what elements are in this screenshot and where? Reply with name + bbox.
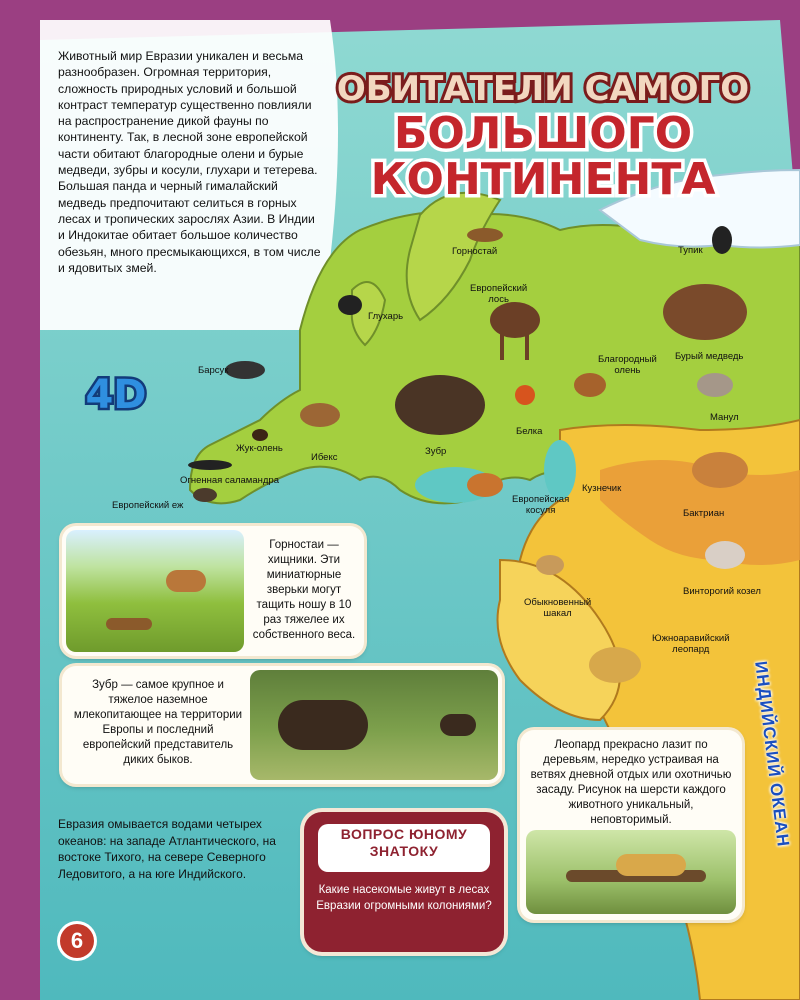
label-belka: Белка: [516, 426, 543, 437]
leopard-card-text: Леопард прекрасно лазит по деревьям, нередко устраивая на ветвях дневной отдых или охотничью засаду. Рисунок на шерсти каждого животного уникальный, неповторимый.: [530, 739, 732, 826]
label-zubr: Зубр: [425, 446, 447, 457]
gornostai-photo: [66, 530, 244, 652]
label-kuznechik: Кузнечик: [582, 483, 622, 494]
label-tupik: Тупик: [678, 245, 703, 256]
title-line-3: КОНТИНЕНТА: [370, 154, 716, 200]
label-baktrian: Бактриан: [683, 508, 725, 519]
label-shakal: Обыкновенный шакал: [524, 597, 592, 619]
zubr-card-text: Зубр — самое крупное и тяжелое наземное млекопитающее на территории Европы и последний европейский представитель диких быков.: [73, 679, 243, 766]
gornostai-card-text: Горностаи — хищники. Эти миниатюрные зверьки могут тащить ношу в 10 раз тяжелее их собственного веса.: [252, 539, 356, 641]
label-evropeiskiy-ezh: Европейский еж: [112, 500, 184, 511]
zubr-photo: [250, 670, 498, 780]
page-title: [318, 60, 768, 200]
ocean-label: ИНДИЙСКИЙ ОКЕАН: [751, 660, 793, 849]
caspian-sea: [544, 440, 576, 500]
zubr-card: [62, 666, 502, 784]
intro-paragraph: Животный мир Евразии уникален и весьма разнообразен. Огромная территория, сложность природных условий и большой контраст температур существенно повлияли на распространение дикой фауны по континенту. Так, в лесной зоне европейской части обитают благородные олени и бурые медведи, зубры и косули, глухари и тетерева. Большая панда и черный гималайский медведь предпочитают селиться в горных лесах и тропических зарослях Азии. В Индии и Индокитае обитает большое количество обезьян, много пресмыкающихся, в том числе и ядовитых змей.: [58, 49, 321, 275]
badge-4d[interactable]: [70, 368, 162, 416]
oceans-paragraph: Евразия омывается водами четырех океанов: на западе Атлантического, на востоке Тихого, на севере Северного Ледовитого, а на юге Индийского.: [58, 817, 276, 881]
label-blagorodny-olen: Благородный олень: [598, 354, 657, 376]
label-ibeks: Ибекс: [311, 452, 338, 463]
label-zhuk-olen: Жук-олень: [236, 443, 283, 454]
label-leopard: Южноаравийский леопард: [652, 633, 730, 655]
label-gluhar: Глухарь: [368, 311, 404, 322]
label-evropeiskiy-los: Европейский лось: [470, 283, 528, 305]
gornostai-card: [62, 526, 364, 656]
label-bury-medved: Бурый медведь: [675, 351, 744, 362]
leopard-card: [520, 730, 742, 920]
label-manul: Манул: [710, 412, 739, 423]
quiz-question: Какие насекомые живут в лесах Евразии огромными колониями?: [316, 884, 492, 912]
label-vintorogiy-kozel: Винторогий козел: [683, 586, 761, 597]
leopard-photo: [526, 830, 736, 914]
quiz-title: ВОПРОС ЮНОМУ ЗНАТОКУ: [340, 826, 468, 859]
label-gornostai: Горностай: [452, 246, 498, 257]
label-ognennaya-salamandra: Огненная саламандра: [180, 475, 279, 486]
title-line-2: БОЛЬШОГО: [393, 108, 693, 159]
page-number: 6: [60, 924, 94, 958]
label-evropeiskaya-kosulya: Европейская косуля: [512, 494, 570, 516]
svg-text:4D: 4D: [85, 372, 147, 416]
title-line-1: ОБИТАТЕЛИ САМОГО: [336, 69, 750, 109]
label-barsuk: Барсук: [198, 365, 229, 376]
